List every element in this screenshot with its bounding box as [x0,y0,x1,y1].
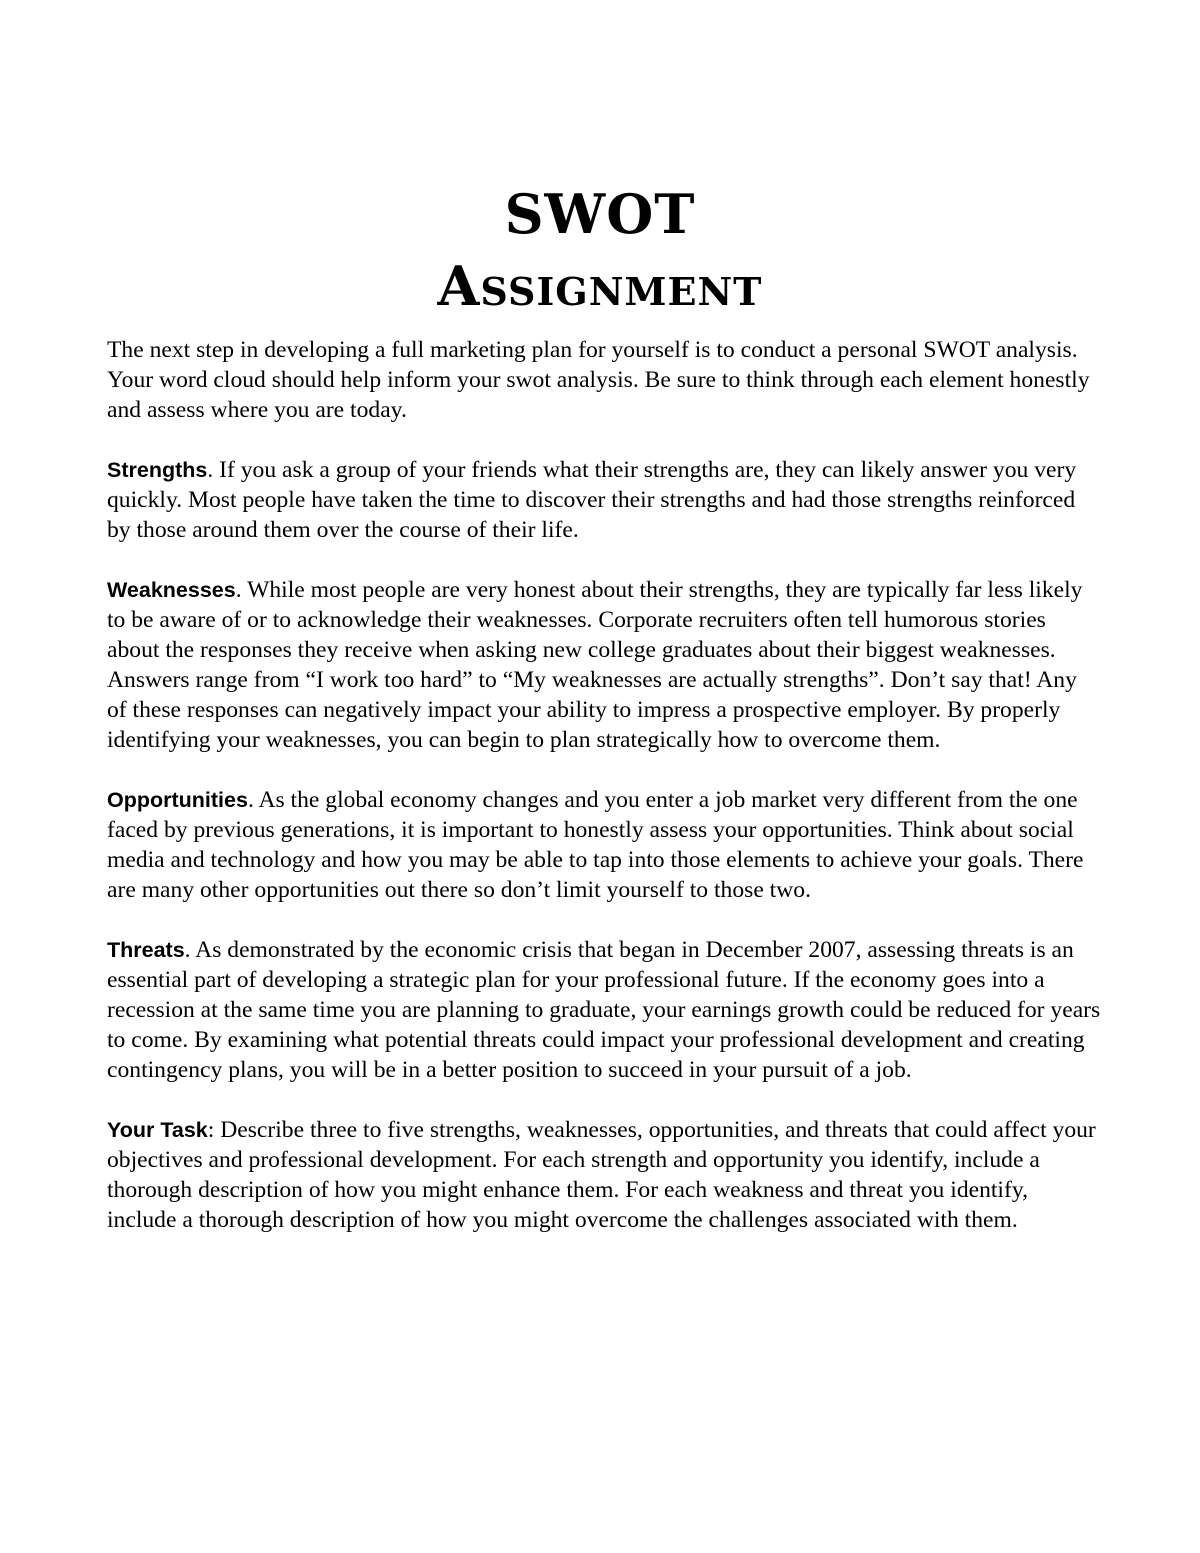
weaknesses-text: While most people are very honest about their strengths, they are typically far less likely to be aware of or to acknowledge their weaknesses. Corporate recruiters often tell humorous stories about the responses they receive when asking new college graduates about their biggest weaknesses. Answers range from “I work too hard” to “My weaknesses are actually strengths”. Don’t say that! Any of these responses can negatively impact your ability to impress a prospective employer. By properly identifying your weaknesses, you can begin to plan strategically how to overcome them. [107,577,1083,753]
opportunities-heading: Opportunities [107,788,248,812]
weaknesses-heading: Weaknesses [107,578,236,602]
document-body [107,335,1102,1265]
threats-heading: Threats [107,938,185,962]
title-line-2: Assignment [437,254,763,318]
opportunities-text: As the global economy changes and you enter a job market very different from the one faced by previous generations, it is important to honestly assess your opportunities. Think about social media and technology and how you may be able to tap into those elements to achieve your goals. There are many other opportunities out there so don’t limit yourself to those two. [107,787,1084,903]
strengths-text: If you ask a group of your friends what their strengths are, they can likely answer you very quickly. Most people have taken the time to discover their strengths and had those strengths reinforced by those around them over the course of their life. [107,457,1077,543]
threats-text: As demonstrated by the economic crisis that began in December 2007, assessing threats is an essential part of developing a strategic plan for your professional future. If the economy goes into a recession at the same time you are planning to graduate, your earnings growth could be reduced for years to come. By examining what potential threats could impact your professional development and creating contingency plans, you will be in a better position to succeed in your pursuit of a job. [107,937,1101,1083]
strengths-separator: . [207,457,214,483]
your-task-heading: Your Task [107,1118,208,1142]
strengths-heading: Strengths [107,458,208,482]
opportunities-separator: . [247,787,254,813]
your-task-paragraph [107,1115,1102,1235]
strengths-paragraph [107,455,1102,545]
weaknesses-separator: . [235,577,242,603]
title-line-1: SWOT [504,182,696,246]
opportunities-paragraph [107,785,1102,905]
document-title [0,178,1200,322]
weaknesses-paragraph [107,575,1102,755]
your-task-text: Describe three to five strengths, weaknesses, opportunities, and threats that could affect your objectives and professional development. For each strength and opportunity you identify, include a thorough description of how you might enhance them. For each weakness and threat you identify, include a thorough description of how you might overcome the challenges associated with them. [107,1117,1096,1233]
intro-paragraph: The next step in developing a full marketing plan for yourself is to conduct a personal SWOT analysis. Your word cloud should help inform your swot analysis. Be sure to think through each element honestly and assess where you are today. [107,337,1090,423]
threats-paragraph [107,935,1102,1085]
your-task-separator: : [207,1117,215,1143]
threats-separator: . [184,937,191,963]
